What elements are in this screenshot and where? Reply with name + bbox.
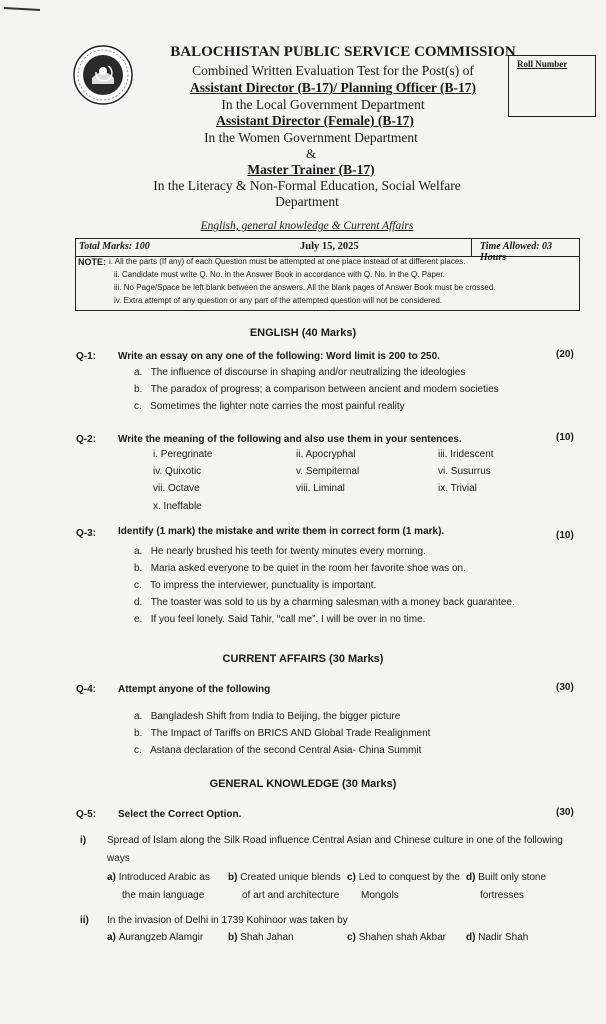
q5-text: Select the Correct Option.	[118, 809, 242, 820]
mcq-option: a) Introduced Arabic as the main language	[107, 872, 210, 901]
q1-text: Write an essay on any one of the following: Word limit is 200 to 250.	[118, 351, 440, 362]
note-item: i. All the parts (If any) of each Question must be attempted at one place instead of at different places.	[109, 257, 466, 266]
vocab-word: v. Sempiternal	[296, 466, 360, 477]
dept1-line: In the Local Government Department	[221, 97, 425, 112]
time-allowed: Time Allowed: 03 Hours	[480, 241, 553, 263]
q2-number: Q-2:	[76, 434, 96, 445]
roll-number-label: Roll Number	[517, 59, 568, 69]
dept3-line-b: Department	[275, 194, 339, 209]
mcq-option: a) Aurangzeb Alamgir	[107, 932, 204, 943]
list-item: c. Sometimes the lighter note carries the most painful reality	[134, 401, 405, 412]
vocab-word: ix. Trivial	[438, 483, 477, 494]
note-label: NOTE:	[78, 257, 106, 267]
q5-number: Q-5:	[76, 809, 96, 820]
mcq-option: b) Created unique blends of art and architecture	[228, 872, 341, 901]
q3-text: Identify (1 mark) the mistake and write them in correct form (1 mark).	[118, 526, 445, 537]
list-item: e. If you feel lonely. Said Tahir, “call me”. I will be over in no time.	[134, 614, 426, 625]
mcq1-number: i)	[80, 835, 87, 846]
mcq-option: d) Nadir Shah	[466, 932, 529, 943]
mcq-option: c) Led to conquest by the Mongols	[347, 872, 460, 901]
post2-title: Assistant Director (Female) (B-17)	[216, 113, 414, 128]
english-heading: ENGLISH (40 Marks)	[249, 327, 357, 339]
dept3-line-a: In the Literacy & Non-Formal Education, Social Welfare	[153, 178, 461, 193]
post1-title: Assistant Director (B-17)/ Planning Officer (B-17)	[189, 80, 477, 95]
mcq-option: c) Shahen shah Akbar	[347, 932, 446, 943]
mcq-option: b) Shah Jahan	[228, 932, 294, 943]
list-item: c. Astana declaration of the second Central Asia- China Summit	[134, 745, 422, 756]
vocab-word: iii. Iridescent	[438, 449, 494, 460]
vocab-word: x. Ineffable	[153, 501, 202, 512]
list-item: a. The influence of discourse in shaping and/or neutralizing the ideologies	[134, 367, 466, 378]
mcq2-text: In the invasion of Delhi in 1739 Kohinoor was taken by	[107, 915, 348, 926]
mcq1-text: Spread of Islam along the Silk Road influence Central Asian and Chinese culture in one of the following	[107, 835, 563, 846]
note-item: iv. Extra attempt of any question or any part of the attempted question will not be considered.	[114, 296, 443, 305]
list-item: b. Maria asked everyone to be quiet in the room her favorite shoe was on.	[134, 563, 466, 574]
vocab-word: ii. Apocryphal	[296, 449, 356, 460]
list-item: b. The Impact of Tariffs on BRICS AND Global Trade Realignment	[134, 728, 431, 739]
post3-title: Master Trainer (B-17)	[247, 162, 375, 177]
q2-marks: (10)	[556, 432, 574, 443]
vocab-word: viii. Liminal	[296, 483, 345, 494]
exam-date: July 15, 2025	[300, 241, 359, 252]
list-item: a. Bangladesh Shift from India to Beijing, the bigger picture	[134, 711, 401, 722]
dept2-line: In the Women Government Department	[204, 130, 418, 145]
q5-marks: (30)	[556, 807, 574, 818]
q3-number: Q-3:	[76, 528, 96, 539]
note-item: ii. Candidate must write Q. No. in the Answer Book in accordance with Q. No. in the Q. Paper.	[114, 270, 445, 279]
roll-number-box	[508, 55, 596, 117]
q4-text: Attempt anyone of the following	[118, 684, 271, 695]
org-title: BALOCHISTAN PUBLIC SERVICE COMMISSION	[170, 44, 516, 60]
q1-number: Q-1:	[76, 351, 96, 362]
q1-marks: (20)	[556, 349, 574, 360]
total-marks: Total Marks: 100	[79, 241, 150, 252]
list-item: c. To impress the interviewer, punctuality is important.	[134, 580, 377, 591]
list-item: a. He nearly brushed his teeth for twenty minutes every morning.	[134, 546, 426, 557]
note-item: iii. No Page/Space be left blank between the answers. All the blank pages of Answer Book must be crossed.	[114, 283, 496, 292]
vocab-word: i. Peregrinate	[153, 449, 213, 460]
mcq-option: d) Built only stone fortresses	[466, 872, 547, 901]
vocab-word: iv. Quixotic	[153, 466, 202, 477]
current-affairs-heading: CURRENT AFFAIRS (30 Marks)	[222, 653, 384, 665]
mcq1-text-cont: ways	[107, 853, 130, 864]
vocab-word: vii. Octave	[153, 483, 200, 494]
exam-line: Combined Written Evaluation Test for the Post(s) of	[192, 63, 474, 78]
mcq2-number: ii)	[80, 915, 89, 926]
list-item: b. The paradox of progress; a comparison between ancient and modern societies	[134, 384, 499, 395]
list-item: d. The toaster was sold to us by a charming salesman with a money back guarantee.	[134, 597, 515, 608]
general-knowledge-heading: GENERAL KNOWLEDGE (30 Marks)	[209, 778, 397, 790]
ampersand: &	[305, 146, 317, 161]
q4-marks: (30)	[556, 682, 574, 693]
q4-number: Q-4:	[76, 684, 96, 695]
subject-line: English, general knowledge & Current Affairs	[200, 220, 414, 232]
note-box	[75, 255, 580, 311]
vocab-word: vi. Susurrus	[438, 466, 491, 477]
corner-scribble	[4, 7, 40, 11]
q3-marks: (10)	[556, 530, 574, 541]
q2-text: Write the meaning of the following and also use them in your sentences.	[118, 434, 462, 445]
